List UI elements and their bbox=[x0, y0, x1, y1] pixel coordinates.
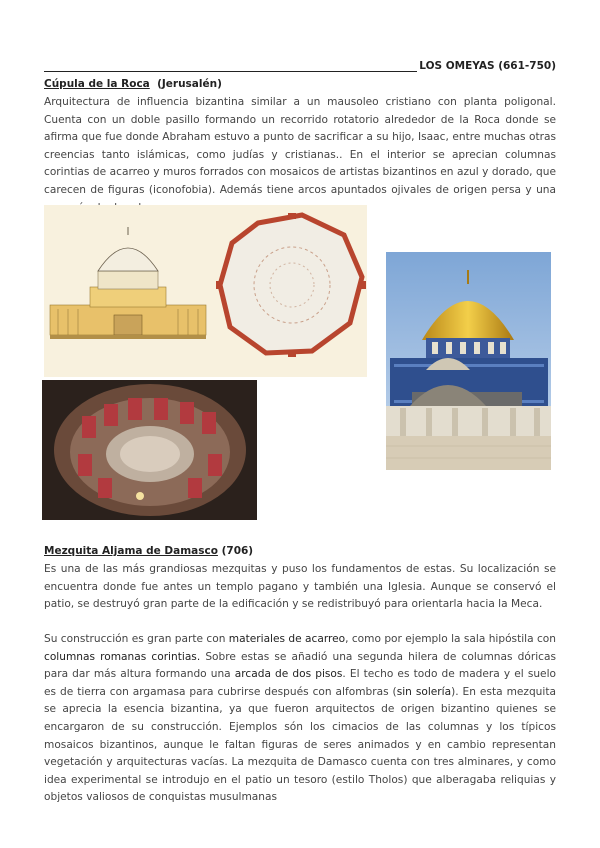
section1-subtitle: (Jerusalén) bbox=[157, 78, 222, 90]
section1-title: Cúpula de la Roca bbox=[44, 78, 150, 90]
para2-highlight-arcada: arcada de dos pisos bbox=[234, 668, 343, 681]
section2-heading bbox=[44, 545, 253, 557]
header-line bbox=[44, 60, 556, 72]
section2-title: Mezquita Aljama de Damasco bbox=[44, 545, 218, 557]
para2-highlight-soleria: sin solería bbox=[396, 685, 452, 698]
section1-heading bbox=[44, 78, 222, 90]
dome-photo-image bbox=[386, 252, 551, 470]
elevation-plan-image bbox=[44, 205, 367, 377]
para2-highlight-acarreo: materiales de acarreo bbox=[228, 633, 346, 645]
interior-image bbox=[42, 380, 257, 520]
header-rule bbox=[44, 61, 417, 72]
section1-text: Arquitectura de influencia bizantina similar a un mausoleo cristiano con planta poligonal. Cuenta con un doble pasillo formando un recorrido rotatorio alrededor de la Roca donde se afirma que fue donde Abraham estuvo a punto de sacrificar a su hijo, Isaac, entre muchas otras creencias tanto islámicas, como judías y cristianas.. En el interior se aprecian columnas corintias de acarreo y muros forrados con mosaicos de artistas bizantinos en azul y dorado, que carecen de figuras (iconofobia). Además tiene arcos apuntados ojivales de origen persa y una bbox=[44, 96, 556, 196]
dome-photo-drawing bbox=[386, 252, 551, 470]
section2-paragraph-1: Es una de las más grandiosas mezquitas y puso los fundamentos de estas. Su localización se encuentra donde fue antes un templo pagano y también una Iglesia. Aunque se conservó el patio, se destruyó gran parte de la edificación y se redistribuyó para orientarla hacia la Meca. bbox=[44, 563, 556, 611]
para2-text-a: Su construcción es gran parte con bbox=[44, 633, 229, 645]
header-title: LOS OMEYAS (661-750) bbox=[419, 60, 556, 72]
para2-highlight-columnas: columnas romanas corintias. bbox=[44, 650, 201, 663]
interior-drawing bbox=[42, 380, 257, 520]
para2-text-c: , como por ejemplo la sala hipóstila con bbox=[345, 633, 556, 645]
elevation-plan-drawing bbox=[44, 205, 367, 377]
section2-paragraph-2 bbox=[44, 631, 556, 807]
section2-date: (706) bbox=[221, 545, 254, 557]
para2-text-i: ). En esta mezquita se aprecia la esencia bizantina, ya que fueron arquitectos de origen bizantino quienes se encargaron de su construcción. Ejemplos són los cimacios de las columnas y los típicos mosaicos bizantinos, aunque le faltan figuras de seres animados y en cambio representan vegetación y arquitecturas vacías. La mezquita de Damasco cuenta con tres alminares, y como idea experimental se introdujo en el patio un tesoro (estilo Tholos) que alberagaba reliquias y objetos valiosos de conquistas musulmanas bbox=[44, 685, 556, 804]
para2-text-g: . El techo es todo de madera y el suelo es de tierra con argamasa para cubrirse después con alfombras ( bbox=[44, 668, 557, 698]
para2-text-e: Sobre estas se añadió una segunda hilera de columnas dóricas para dar más altura formando una bbox=[44, 650, 556, 681]
